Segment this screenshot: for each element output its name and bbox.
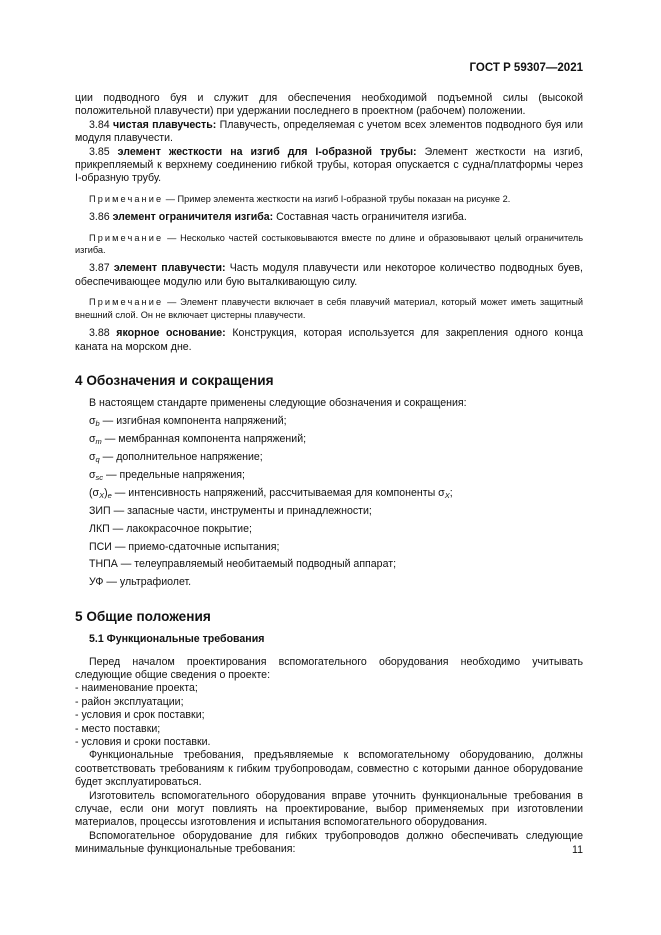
paragraph: Функциональные требования, предъявляемые к вспомогательному оборудованию, должны соответствовать требованиям к гибким трубопроводам, совместно с которыми данное оборудование будет эксплуатироваться. <box>75 749 583 789</box>
page-number: 11 <box>572 844 583 856</box>
abbreviation-item: ЗИП — запасные части, инструменты и принадлежности; <box>89 504 372 517</box>
symbol-sigma-q <box>75 451 583 464</box>
close-paren: ) <box>104 486 108 499</box>
definition-3-85 <box>75 146 583 186</box>
punctuation: ; <box>449 486 453 499</box>
abbreviation-item: ТНПА — телеуправляемый необитаемый подводный аппарат; <box>89 558 397 571</box>
clause-number: 3.87 <box>89 262 110 275</box>
definition-text: Конструкция, которая используется для закрепления одного конца каната на морском дне. <box>75 327 583 353</box>
term: чистая плавучесть: <box>112 118 217 131</box>
definition-text: Элемент жесткости на изгиб, прикрепляемый к верхнему соединению гибкой трубы, которая опускается с судна/платформы через I-образную трубу. <box>75 145 583 185</box>
symbol-description: — изгибная компонента напряжений; <box>102 415 287 428</box>
clause-number: 3.86 <box>89 211 110 224</box>
subscript: e <box>107 490 112 500</box>
note-text: — Несколько частей состыковываются вместе по длине и образовывают целый ограничитель изгиба. <box>75 232 583 256</box>
note-label: Примечание <box>89 232 164 243</box>
term: элемент ограничителя изгиба: <box>112 211 274 224</box>
definition-3-87 <box>75 262 583 289</box>
definition-3-88 <box>75 327 583 354</box>
clause-number: 3.88 <box>89 327 110 340</box>
section-4-intro: В настоящем стандарте применены следующие обозначения и сокращения: <box>89 397 467 410</box>
note-1 <box>75 193 583 205</box>
section-4-heading: 4 Обозначения и сокращения <box>75 372 274 388</box>
symbol-sigma-x-e <box>75 487 583 500</box>
definition-text: Составная часть ограничителя изгиба. <box>276 211 467 224</box>
list-item: - район эксплуатации; <box>75 695 184 708</box>
open-paren-sigma: (σ <box>89 486 100 499</box>
continuation-paragraph: ции подводного буя и служит для обеспечения необходимой подъемной силы (высокой положительной плавучести) при удержании последнего в проектном (рабочем) положении. <box>75 92 583 118</box>
paragraph: Вспомогательное оборудование для гибких трубопроводов должно обеспечивать следующие минимальные функциональные требования: <box>75 829 583 856</box>
note-2 <box>75 232 583 257</box>
subscript: b <box>95 419 100 429</box>
note-label: Примечание <box>89 193 164 204</box>
abbreviation-item: УФ — ультрафиолет. <box>89 576 192 589</box>
sigma-symbol: σ <box>89 468 96 481</box>
term: элемент жесткости на изгиб для I-образной трубы: <box>117 145 417 158</box>
symbol-description: — дополнительное напряжение; <box>102 451 263 464</box>
section-5-heading: 5 Общие положения <box>75 608 211 624</box>
clause-number: 3.85 <box>89 145 110 158</box>
symbol-sigma-m <box>75 433 583 446</box>
symbol-description: — мембранная компонента напряжений; <box>104 433 307 446</box>
sigma-symbol: σ <box>89 433 96 446</box>
subscript: X <box>444 490 450 500</box>
section-5-1-intro: Перед началом проектирования вспомогательного оборудования необходимо учитывать следующие общие сведения о проекте: <box>75 655 583 681</box>
abbreviation-item: ЛКП — лакокрасочное покрытие; <box>89 522 252 535</box>
page-content <box>75 92 583 857</box>
subscript: m <box>95 437 102 447</box>
symbol-description: — интенсивность напряжений, рассчитываемая для компоненты σ <box>114 486 445 499</box>
term: якорное основание: <box>116 327 226 340</box>
symbol-description: — предельные напряжения; <box>106 468 245 481</box>
paragraph: Изготовитель вспомогательного оборудования вправе уточнить функциональные требования в случае, если они могут повлиять на проектирование, выбор применяемых при изготовлении материалов, процессы изготовления и испытания вспомогательного оборудования. <box>75 789 583 829</box>
symbol-sigma-sc <box>75 469 583 482</box>
definition-text: Плавучесть, определяемая с учетом всех элементов подводного буя или модуля плавучести. <box>75 118 583 145</box>
term: элемент плавучести: <box>113 262 226 275</box>
note-label: Примечание <box>89 297 164 308</box>
note-text: — Пример элемента жесткости на изгиб I-образной трубы показан на рисунке 2. <box>165 193 511 204</box>
subscript: q <box>95 455 100 465</box>
subscript: sc <box>95 472 104 482</box>
clause-number: 3.84 <box>89 118 110 131</box>
list-item: - условия и срок поставки; <box>75 709 205 722</box>
note-text: — Элемент плавучести включает в себя плавучий материал, который может иметь защитный внешний слой. Он не включает цистерны плавучести. <box>75 297 583 320</box>
list-item: - место поставки; <box>75 722 161 735</box>
definition-text: Часть модуля плавучести или некоторое количество подводных буев, обеспечивающее модулю или бую выталкивающую силу. <box>75 262 583 288</box>
section-5-1-heading: 5.1 Функциональные требования <box>89 633 265 646</box>
list-item: - условия и сроки поставки. <box>75 736 211 749</box>
definition-3-84 <box>75 119 583 146</box>
note-3 <box>75 296 583 321</box>
symbol-sigma-b <box>75 415 583 428</box>
abbreviation-item: ПСИ — приемо-сдаточные испытания; <box>89 540 280 553</box>
sigma-symbol: σ <box>89 451 96 464</box>
subscript: X <box>99 490 105 500</box>
sigma-symbol: σ <box>89 415 96 428</box>
list-item: - наименование проекта; <box>75 682 198 695</box>
standard-header: ГОСТ Р 59307—2021 <box>469 62 583 74</box>
definition-3-86 <box>75 211 583 224</box>
